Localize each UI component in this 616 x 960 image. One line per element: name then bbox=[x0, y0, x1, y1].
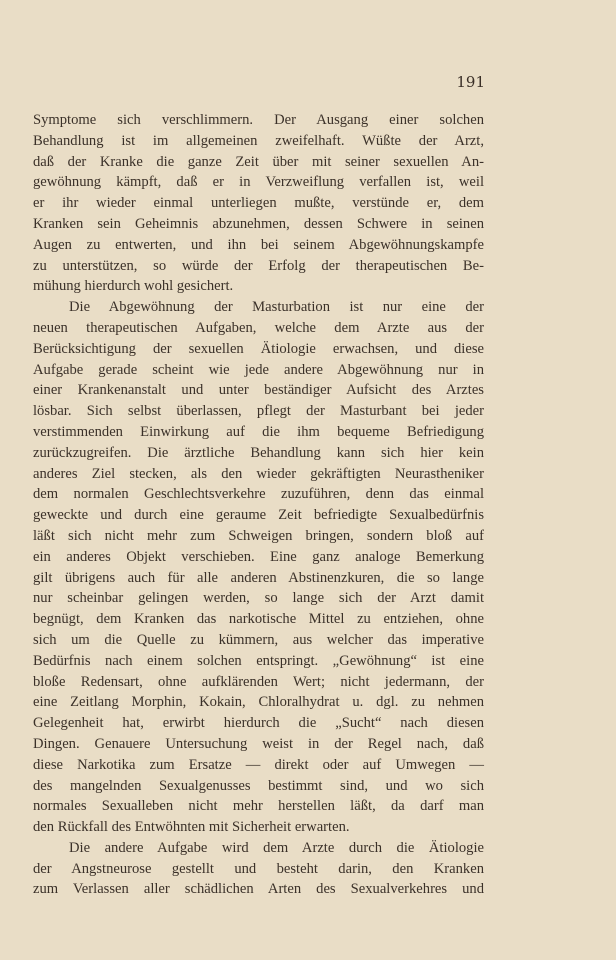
text-line: sich um die Quelle zu kümmern, aus welcher das imperative bbox=[33, 631, 484, 648]
body-text bbox=[33, 110, 484, 900]
text-line: Berücksichtigung der sexuellen Ätiologie erwachsen, und diese bbox=[33, 340, 484, 357]
text-line: neuen therapeutischen Aufgaben, welche dem Arzte aus der bbox=[33, 319, 484, 336]
text-line: Die Abgewöhnung der Masturbation ist nur eine der bbox=[69, 299, 484, 316]
text-line: bloße Redensart, ohne aufklärenden Wert; nicht jedermann, der bbox=[33, 673, 484, 690]
text-line: einer Krankenanstalt und unter beständiger Aufsicht des Arztes bbox=[33, 382, 484, 399]
text-line: normales Sexualleben nicht mehr herstellen läßt, da darf man bbox=[33, 798, 484, 815]
text-line: lösbar. Sich selbst überlassen, pflegt der Masturbant bei jeder bbox=[33, 403, 484, 420]
text-line: Kranken sein Geheimnis abzunehmen, dessen Schwere in seinen bbox=[33, 215, 484, 232]
text-line: geweckte und durch eine geraume Zeit befriedigte Sexualbedürfnis bbox=[33, 507, 484, 524]
text-line: Die andere Aufgabe wird dem Arzte durch die Ätiologie bbox=[69, 839, 484, 856]
paragraph bbox=[33, 838, 484, 900]
text-line: läßt sich nicht mehr zum Schweigen bringen, sondern bloß auf bbox=[33, 527, 484, 544]
text-line: anderes Ziel stecken, als den wieder gekräftigten Neurastheniker bbox=[33, 465, 484, 482]
text-line: daß der Kranke die ganze Zeit über mit seiner sexuellen An- bbox=[33, 153, 484, 170]
text-line: des mangelnden Sexualgenusses bestimmt sind, und wo sich bbox=[33, 777, 484, 794]
text-line: er ihr wieder einmal unterliegen mußte, verstünde er, dem bbox=[33, 195, 484, 212]
text-line: verstimmenden Einwirkung auf die ihm bequeme Befriedigung bbox=[33, 423, 484, 440]
text-line: mühung hierdurch wohl gesichert. bbox=[33, 278, 234, 295]
text-line: zu unterstützen, so würde der Erfolg der therapeutischen Be- bbox=[33, 257, 484, 274]
text-line: dem normalen Geschlechtsverkehre zuzuführen, denn das einmal bbox=[33, 486, 484, 503]
text-line: Augen zu entwerten, und ihn bei seinem Abgewöhnungskampfe bbox=[33, 236, 484, 253]
text-line: Aufgabe gerade scheint wie jede andere Abgewöhnung nur in bbox=[33, 361, 484, 378]
text-line: Dingen. Genauere Untersuchung weist in der Regel nach, daß bbox=[33, 735, 484, 752]
text-line: gilt übrigens auch für alle anderen Abstinenzkuren, die so lange bbox=[33, 569, 484, 586]
text-line: gewöhnung kämpft, daß er in Verzweiflung verfallen ist, weil bbox=[33, 174, 484, 191]
text-line: eine Zeitlang Morphin, Kokain, Chloralhydrat u. dgl. zu nehmen bbox=[33, 694, 484, 711]
text-line: zurückzugreifen. Die ärztliche Behandlung kann sich hier kein bbox=[33, 444, 484, 461]
paragraph bbox=[33, 110, 484, 297]
text-line: begnügt, dem Kranken das narkotische Mittel zu entziehen, ohne bbox=[33, 611, 484, 628]
paragraph bbox=[33, 297, 484, 838]
page-number: 191 bbox=[456, 73, 485, 91]
text-line: zum Verlassen aller schädlichen Arten des Sexualverkehres und bbox=[33, 881, 484, 898]
text-line: den Rückfall des Entwöhnten mit Sicherheit erwarten. bbox=[33, 819, 350, 836]
text-line: Gelegenheit hat, erwirbt hierdurch die „Sucht“ nach diesen bbox=[33, 715, 484, 732]
text-line: der Angstneurose gestellt und besteht darin, den Kranken bbox=[33, 860, 484, 877]
text-line: nur scheinbar gelingen werden, so lange sich der Arzt damit bbox=[33, 590, 484, 607]
text-line: Symptome sich verschlimmern. Der Ausgang einer solchen bbox=[33, 112, 484, 128]
text-line: ein anderes Objekt verschieben. Eine ganz analoge Bemerkung bbox=[33, 548, 484, 565]
text-line: Behandlung ist im allgemeinen zweifelhaft. Wüßte der Arzt, bbox=[33, 132, 484, 149]
text-line: Bedürfnis nach einem solchen entspringt. „Gewöhnung“ ist eine bbox=[33, 652, 484, 669]
text-line: diese Narkotika zum Ersatze — direkt oder auf Umwegen — bbox=[33, 756, 484, 773]
